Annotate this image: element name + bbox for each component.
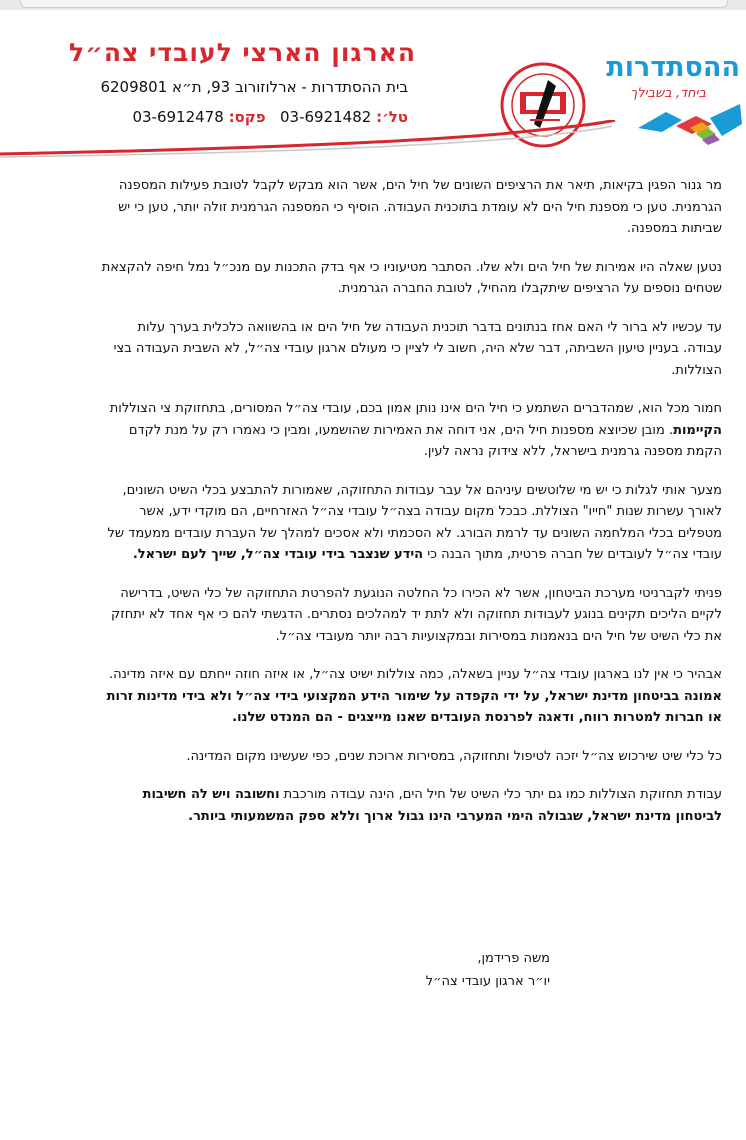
signer-title: יו״ר ארגון עובדי צה״ל xyxy=(425,974,550,989)
paragraph: נטען שאלה היו אמירות של חיל הים ולא שלו. הסתבר מטיעוניו כי אף בדק התכנות עם מנכ״ל נמל חיפה להקצאת שטחים נוספים על הרציפים שיתקבלו מהחיל, לטובת החברה הגרמנית. xyxy=(101,259,722,296)
signer-name: משה פרידמן, xyxy=(477,951,550,966)
header-swoosh-divider xyxy=(0,120,746,160)
phone-number: 03-6921482 xyxy=(279,108,372,126)
paragraph: מצער אותי לגלות כי יש מי שלוטשים עיניהם אל עבר עבודות התחזוקה, שאמורות להתבצע בכלי השיט השונים, לאורך עשרות שנות "חייו" הצוללת. כבכל מקום עבודה בצה״ל עובדי צה״ל האזרחיים, הם מוקדי ידע, אשר מטפלים בכלי המלחמה השונים עד לרמת הבורג. לא הסכמתי ולא אסכים למהלך של העברת עובדים ממעמד של עובדי צה״ל לעובדים של חברה פרטית, מתוך הבנה כי הידע שנצבר בידי עובדי צה״ל, שייך לעם ישראל. xyxy=(107,482,722,562)
fax-number: 03-6912478 xyxy=(132,108,224,126)
logo-wordmark: ההסתדרות xyxy=(606,52,740,83)
paragraph: חמור מכל הוא, שמהדברים השתמע כי חיל הים אינו נותן אמון בכם, עובדי צה״ל המסורים, בתחזוקת צי הצוללות הקיימות. מובן שכיוצא מספנות חיל הים, אני דוחה את האמירות שהושמעו, ומבין כי נאמרו רק על מנת לקדם הקמת מספנה גרמנית בישראל, ללא צידוק נראה לעין. xyxy=(109,401,722,459)
browser-tab-edge xyxy=(20,0,728,8)
logo-slogan: ביחד, בשבילך xyxy=(630,86,706,101)
phone-label: טל׳: xyxy=(376,108,408,126)
organization-title: הארגון הארצי לעובדי צה״ל xyxy=(68,38,416,67)
paragraph: עד עכשיו לא ברור לי האם אחז בנתונים בדבר תוכנית העבודה של חיל הים או בהשוואה כלכלית בערך עלות עבודה. בעניין טיעון השביתה, דבר שלא היה, חשוב לי לציין כי מעולם ארגון עובדי צה״ל, לא השבית העבודה בצי הצוללות. xyxy=(113,319,722,378)
signature-block xyxy=(96,947,550,993)
letter-body xyxy=(96,175,722,844)
letterhead xyxy=(0,10,746,160)
paragraph: פניתי לקברניטי מערכת הביטחון, אשר לא הכירו כל החלטה הנוגעת להפרטת התחזוקה של כלי השיט, בדרישה לקיים הליכים תקינים בנוגע לעבודות תחזוקה ולא לתת יד למהלכים נסתרים. הדגשתי להם כי אף אחד לא יתחזק את כלי השיט של חיל הים בנאמנות במסירות ובמקצועיות רבה יותר מעובדי צה״ל. xyxy=(111,585,722,644)
fax-label: פקס: xyxy=(228,108,266,126)
paragraph: כל כלי שיט שירכוש צה״ל יזכה לטיפול ותחזוקה, במסירות ארוכת שנים, כפי שעשינו מקום המדינה. xyxy=(186,748,722,764)
paragraph: אבהיר כי אין לנו בארגון עובדי צה״ל עניין בשאלה, כמה צוללות ישיט צה״ל, או איזה חוזה ייחתם עם איזה מדינה. אמונה בביטחון מדינת ישראל, על ידי הקפדה על שימור הידע המקצועי בידי צה״ל ולא בידי מדינות זרות או חברות למטרות רווח, ודאגה לפרנסת העובדים שאנו מייצגים - הם המנדט שלנו. xyxy=(106,667,722,725)
paragraph: מר גנור הפגין בקיאות, תיאר את הרציפים השונים של חיל הים, אשר הוא מבקש לקבל לטובת פעילות המספנה הגרמנית. טען כי מספנת חיל הים לא עומדת בתוכנית העבודה. הוסיף כי המספנה הגרמנית זולה יותר, טען כי יש שביתות במספנה. xyxy=(118,178,722,236)
window-top-strip xyxy=(0,0,746,10)
paragraph: עבודת תחזוקת הצוללות כמו גם יתר כלי השיט של חיל הים, הינה עבודה מורכבת וחשובה ויש לה חשיבות לביטחון מדינת ישראל, שגבולה הימי המערבי הינו גבול ארוך וללא ספק המשמעותי ביותר. xyxy=(142,787,722,824)
organization-address: בית ההסתדרות - ארלוזורוב 93, ת״א 6209801 xyxy=(100,78,408,96)
